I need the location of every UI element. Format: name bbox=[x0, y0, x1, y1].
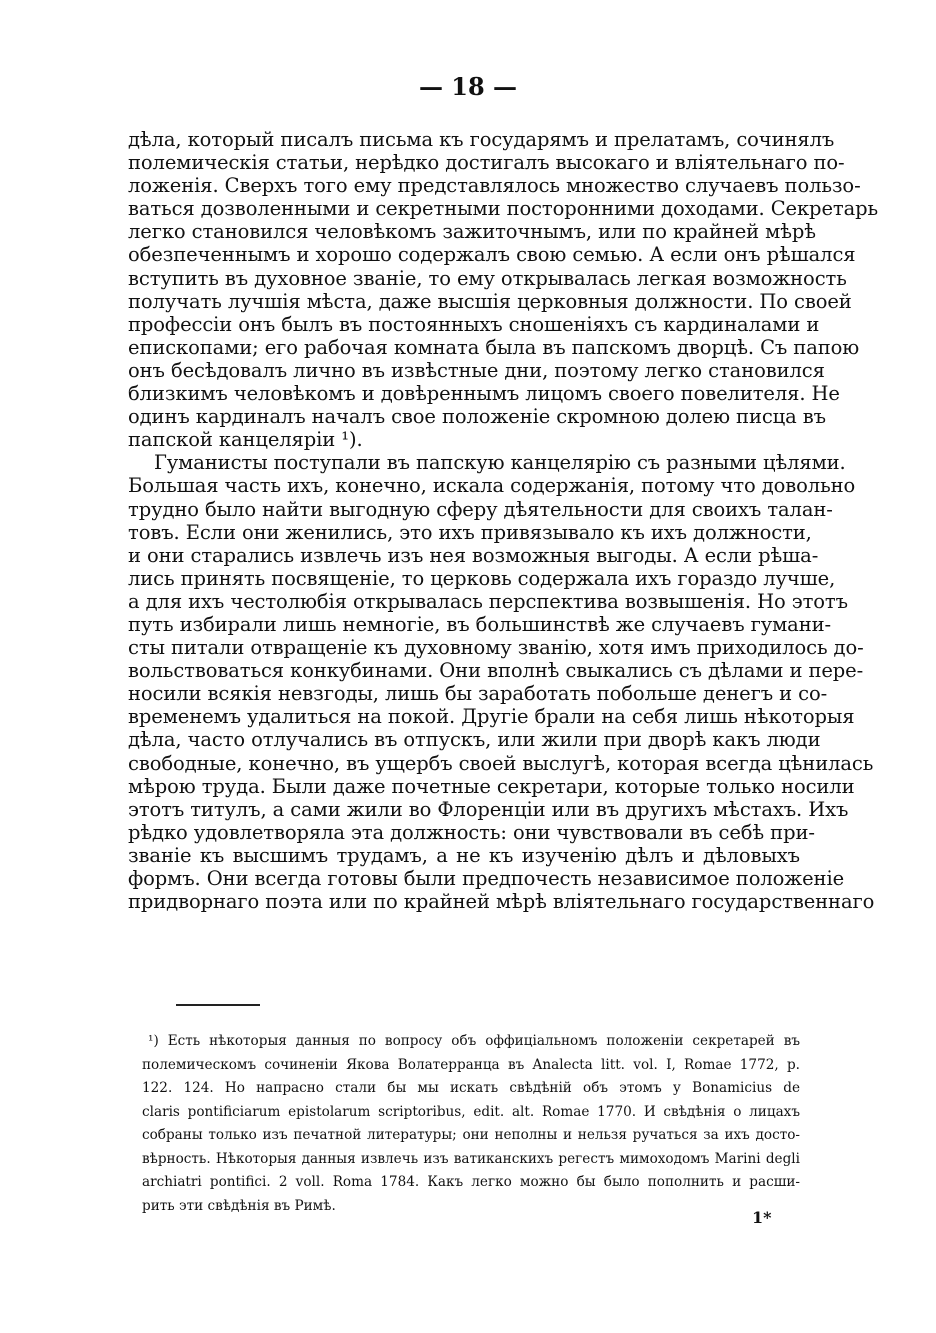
text-line: дѣла, часто отлучались въ отпускъ, или жили при дворѣ какъ люди bbox=[128, 728, 821, 752]
text-line: временемъ удалиться на покой. Другіе брали на себя лишь нѣкоторыя bbox=[128, 705, 855, 729]
text-line: одинъ кардиналъ началъ свое положеніе скромною долею писца въ bbox=[128, 405, 826, 429]
text-line: путь избирали лишь немногіе, въ большинствѣ же случаевъ гумани- bbox=[128, 612, 831, 636]
footnote-line: archiatri pontifici. 2 voll. Roma 1784. Какъ легко можно бы было пополнить и расши- bbox=[142, 1174, 800, 1190]
text-line: профессіи онъ былъ въ постоянныхъ сношеніяхъ съ кардиналами и bbox=[128, 312, 820, 336]
text-line: вольствоваться конкубинами. Они вполнѣ свыкались съ дѣлами и пере- bbox=[128, 659, 864, 683]
text-line: легко становился человѣкомъ зажиточнымъ, или по крайней мѣрѣ bbox=[128, 220, 816, 244]
text-line: дѣла, который писалъ письма къ государямъ и прелатамъ, сочинялъ bbox=[128, 128, 835, 151]
text-line: ложенія. Сверхъ того ему представлялось множество случаевъ пользо- bbox=[128, 174, 861, 198]
text-line: званіе къ высшимъ трудамъ, а не къ изученію дѣлъ и дѣловыхъ bbox=[128, 843, 800, 867]
text-line: товъ. Если они женились, это ихъ привязывало къ ихъ должности, bbox=[128, 520, 812, 544]
footnote-line: claris pontificiarum epistolarum scriptoribus, edit. alt. Romae 1770. И свѣдѣнія о лицахъ bbox=[142, 1103, 800, 1120]
text-line: свободные, конечно, въ ущербъ своей выслугѣ, которая всегда цѣнилась bbox=[128, 751, 874, 775]
text-line: обезпеченнымъ и хорошо содержалъ свою семью. А если онъ рѣшался bbox=[128, 243, 856, 267]
text-line: формъ. Они всегда готовы были предпочесть независимое положеніе bbox=[128, 867, 845, 890]
text-line: епископами; его рабочая комната была въ папскомъ дворцѣ. Съ папою bbox=[128, 335, 860, 359]
footnote-divider bbox=[176, 1004, 260, 1006]
text-line: папской канцеляріи ¹). bbox=[128, 428, 363, 452]
text-line: Гуманисты поступали въ папскую канцелярію съ разными цѣлями. bbox=[154, 451, 846, 475]
signature-mark: 1* bbox=[752, 1208, 772, 1227]
text-line: вступить въ духовное званіе, то ему открывалась легкая возможность bbox=[128, 266, 847, 290]
text-line: онъ бесѣдовалъ лично въ извѣстные дни, поэтому легко становился bbox=[128, 358, 825, 382]
text-line: близкимъ человѣкомъ и довѣреннымъ лицомъ своего повелителя. Не bbox=[128, 382, 840, 406]
text-line: полемическія статьи, нерѣдко достигалъ высокаго и вліятельнаго по- bbox=[128, 151, 845, 175]
footnote-line: ¹) Есть нѣкоторыя данныя по вопросу объ оффиціальномъ положеніи секретарей въ bbox=[148, 1033, 800, 1049]
text-line: сты питали отвращеніе къ духовному званію, хотя имъ приходилось до- bbox=[128, 636, 864, 660]
text-line: и они старались извлечь изъ нея возможныя выгоды. А если рѣша- bbox=[128, 543, 819, 567]
footnote-line: вѣрность. Нѣкоторыя данныя извлечь изъ ватиканскихъ регестъ мимоходомъ Marini degli bbox=[142, 1150, 800, 1167]
footnote-line: 122. 124. Но напрасно стали бы мы искать свѣдѣній объ этомъ у Bonamicius de bbox=[142, 1080, 800, 1096]
text-line: лись принять посвященіе, то церковь содержала ихъ гораздо лучше, bbox=[128, 566, 836, 590]
text-line: трудно было найти выгодную сферу дѣятельности для своихъ талан- bbox=[128, 497, 833, 521]
text-line: Большая часть ихъ, конечно, искала содержанія, потому что довольно bbox=[128, 474, 856, 498]
page-number: — 18 — bbox=[418, 72, 518, 101]
text-line: носили всякія невзгоды, лишь бы заработать побольше денегъ и со- bbox=[128, 682, 828, 706]
text-line: а для ихъ честолюбія открывалась перспектива возвышенія. Но этотъ bbox=[128, 589, 848, 613]
footnote-line: полемическомъ сочиненіи Якова Волатерранца въ Analecta litt. vol. I, Romae 1772, p. bbox=[142, 1056, 800, 1073]
text-line: мѣрою труда. Были даже почетные секретари, которые только носили bbox=[128, 774, 855, 798]
footnotes bbox=[142, 1030, 800, 1218]
text-line: получать лучшія мѣста, даже высшія церковныя должности. По своей bbox=[128, 289, 852, 313]
text-line: рѣдко удовлетворяла эта должность: они чувствовали въ себѣ при- bbox=[128, 820, 815, 844]
text-line: этотъ титулъ, а сами жили во Флоренціи или въ другихъ мѣстахъ. Ихъ bbox=[128, 797, 849, 821]
footnote-line: рить эти свѣдѣнія въ Римѣ. bbox=[142, 1197, 336, 1214]
text-line: ваться дозволенными и секретными посторонними доходами. Секретарь bbox=[128, 197, 878, 221]
body-text bbox=[128, 128, 878, 914]
footnote-line: собраны только изъ печатной литературы; они неполны и нельзя ручаться за ихъ досто- bbox=[142, 1127, 800, 1143]
text-line: придворнаго поэта или по крайней мѣрѣ вліятельнаго государственнаго bbox=[128, 890, 875, 914]
